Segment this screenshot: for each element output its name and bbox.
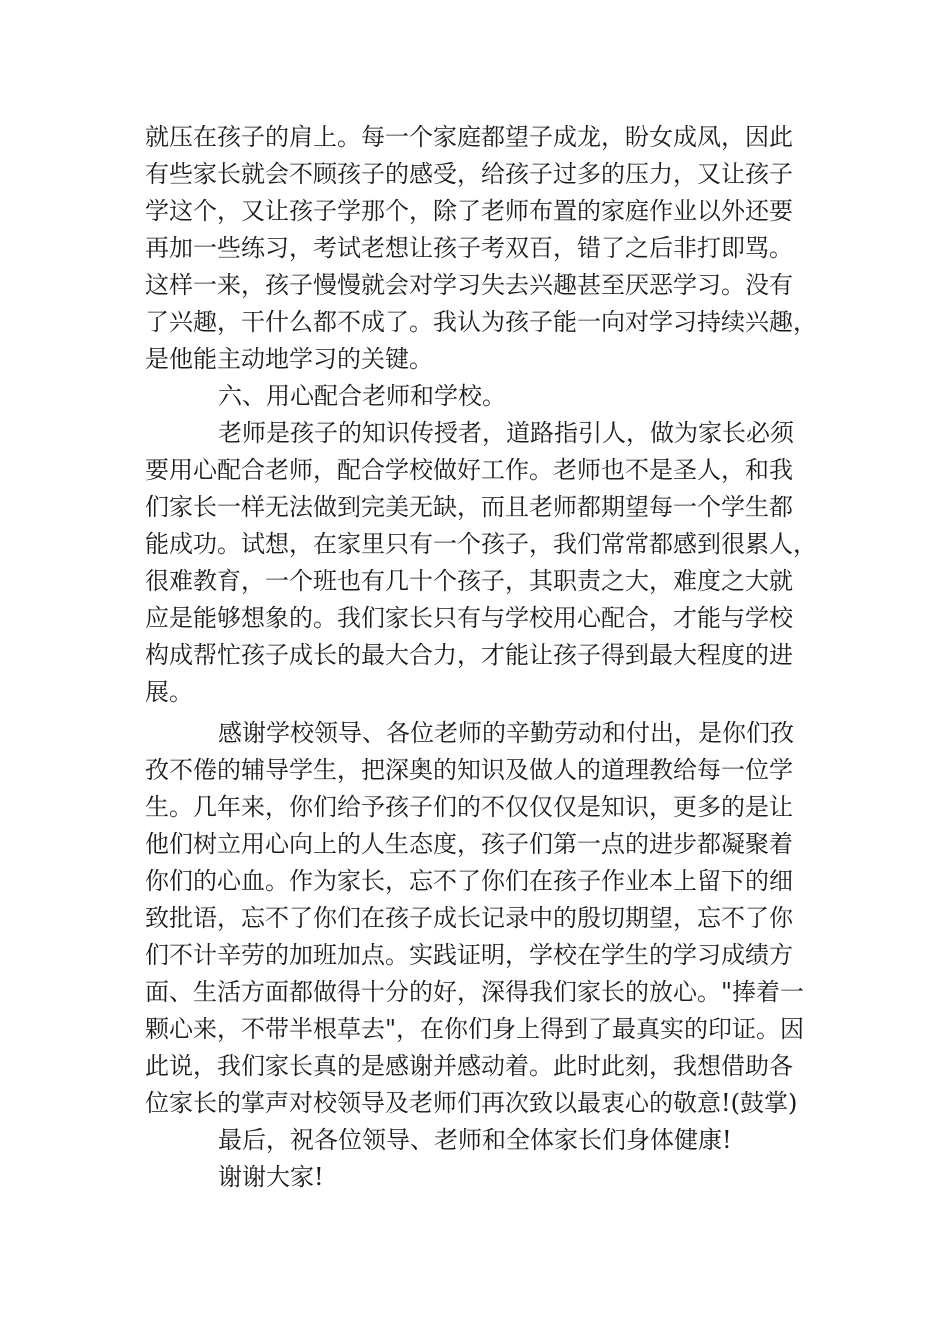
paragraph-start-line: 老师是孩子的知识传授者，道路指引人，做为家长必须 (218, 419, 794, 447)
body-line: 了兴趣，干什么都不成了。我认为孩子能一向对学习持续兴趣， (145, 308, 817, 336)
body-line: 展。 (145, 678, 193, 706)
body-line: 孜不倦的辅导学生，把深奥的知识及做人的道理教给每一位学 (145, 756, 793, 784)
body-line: 生。几年来，你们给予孩子们的不仅仅仅是知识，更多的是让 (145, 793, 793, 821)
body-line: 此说，我们家长真的是感谢并感动着。此时此刻，我想借助各 (145, 1052, 793, 1080)
body-line: 构成帮忙孩子成长的最大合力，才能让孩子得到最大程度的进 (145, 641, 793, 669)
body-line: 再加一些练习，考试老想让孩子考双百，错了之后非打即骂。 (145, 234, 793, 262)
body-line: 应是能够想象的。我们家长只有与学校用心配合，才能与学校 (145, 604, 793, 632)
closing-thanks: 谢谢大家! (218, 1163, 324, 1191)
paragraph-start-line: 感谢学校领导、各位老师的辛勤劳动和付出，是你们孜 (218, 719, 794, 747)
body-line: 你们的心血。作为家长，忘不了你们在孩子作业本上留下的细 (145, 867, 793, 895)
body-line: 他们树立用心向上的人生态度，孩子们第一点的进步都凝聚着 (145, 830, 793, 858)
body-line: 这样一来，孩子慢慢就会对学习失去兴趣甚至厌恶学习。没有 (145, 271, 793, 299)
body-line: 颗心来，不带半根草去"，在你们身上得到了最真实的印证。因 (145, 1015, 805, 1043)
body-line: 能成功。试想，在家里只有一个孩子，我们常常都感到很累人， (145, 530, 817, 558)
body-line: 致批语，忘不了你们在孩子成长记录中的殷切期望，忘不了你 (145, 904, 793, 932)
body-line: 很难教育，一个班也有几十个孩子，其职责之大，难度之大就 (145, 567, 793, 595)
body-line: 就压在孩子的肩上。每一个家庭都望子成龙，盼女成凤，因此 (145, 123, 793, 151)
body-line: 有些家长就会不顾孩子的感受，给孩子过多的压力，又让孩子 (145, 160, 793, 188)
body-line: 学这个，又让孩子学那个，除了老师布置的家庭作业以外还要 (145, 197, 793, 225)
closing-wish: 最后，祝各位领导、老师和全体家长们身体健康! (218, 1126, 732, 1154)
body-line: 位家长的掌声对校领导及老师们再次致以最衷心的敬意!(鼓掌) (145, 1089, 798, 1117)
body-line: 们不计辛劳的加班加点。实践证明，学校在学生的学习成绩方 (145, 941, 793, 969)
body-line: 面、生活方面都做得十分的好，深得我们家长的放心。"捧着一 (145, 978, 805, 1006)
body-line: 要用心配合老师，配合学校做好工作。老师也不是圣人，和我 (145, 456, 793, 484)
body-line: 们家长一样无法做到完美无缺，而且老师都期望每一个学生都 (145, 493, 793, 521)
section-heading: 六、用心配合老师和学校。 (218, 382, 506, 410)
body-line: 是他能主动地学习的关键。 (145, 345, 433, 373)
